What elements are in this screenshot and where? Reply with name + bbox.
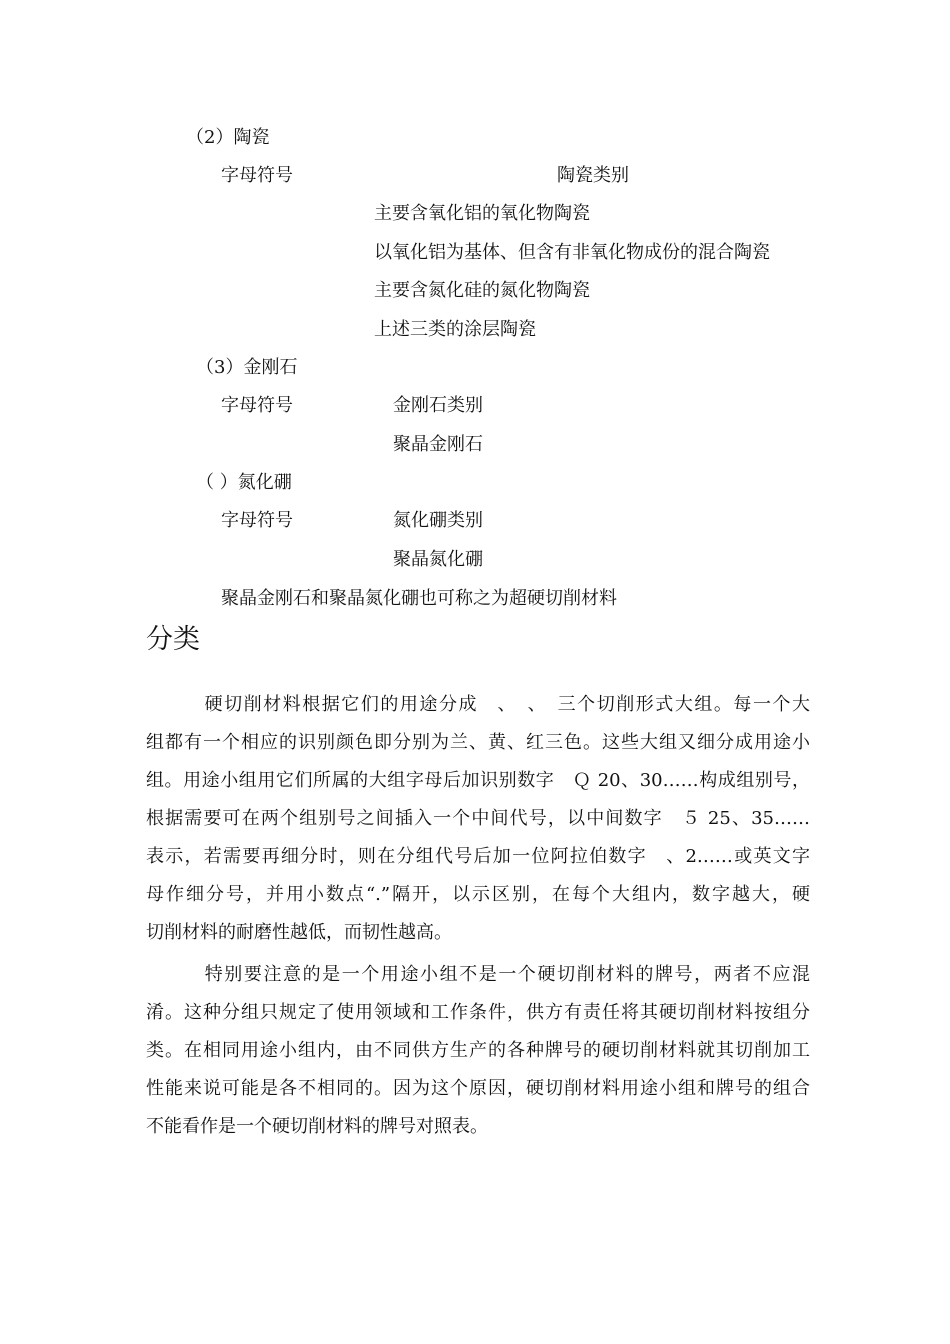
diamond-symbol-header: 字母符号 [221,395,293,416]
ceramic-heading: （2）陶瓷 [186,127,270,148]
diamond-heading: （3）金刚石 [196,357,298,378]
paragraph-line: 组。用途小组用它们所属的大组字母后加识别数字 Ｑ 20、30……构成组别号， [146,770,810,791]
boron-nitride-heading: （ ）氮化硼 [196,472,292,493]
boron-nitride-symbol-header: 字母符号 [221,510,293,531]
ceramic-item: 主要含氮化硅的氮化物陶瓷 [374,280,590,301]
paragraph-line: 表示，若需要再细分时，则在分组代号后加一位阿拉伯数字 、2……或英文字 [146,846,810,867]
ceramic-item: 上述三类的涂层陶瓷 [374,319,536,340]
paragraph-line: 类。在相同用途小组内，由不同供方生产的各种牌号的硬切削材料就其切削加工 [146,1040,810,1061]
ceramic-category-header: 陶瓷类别 [557,165,629,186]
diamond-item: 聚晶金刚石 [393,434,483,455]
paragraph-line: 硬切削材料根据它们的用途分成 、 、 三个切削形式大组。每一个大 [146,694,810,715]
paragraph-line: 根据需要可在两个组别号之间插入一个中间代号，以中间数字 ５ 25、35…… [146,808,810,829]
ceramic-item: 主要含氧化铝的氧化物陶瓷 [374,203,590,224]
paragraph-classification [146,686,810,952]
paragraph-line: 不能看作是一个硬切削材料的牌号对照表。 [146,1116,488,1137]
paragraph-line: 切削材料的耐磨性越低，而韧性越高。 [146,922,452,943]
paragraph-note [146,956,810,1146]
ceramic-item: 以氧化铝为基体、但含有非氧化物成份的混合陶瓷 [374,242,770,263]
diamond-category-header: 金刚石类别 [393,395,483,416]
paragraph-line: 性能来说可能是各不相同的。因为这个原因，硬切削材料用途小组和牌号的组合 [146,1078,810,1099]
paragraph-line: 淆。这种分组只规定了使用领域和工作条件，供方有责任将其硬切削材料按组分 [146,1002,810,1023]
section-title: 分类 [146,624,200,655]
boron-nitride-item: 聚晶氮化硼 [393,549,483,570]
paragraph-line: 母作细分号，并用小数点“.”隔开，以示区别，在每个大组内，数字越大，硬 [146,884,810,905]
paragraph-line: 组都有一个相应的识别颜色即分别为兰、黄、红三色。这些大组又细分成用途小 [146,732,810,753]
ceramic-symbol-header: 字母符号 [221,165,293,186]
boron-nitride-category-header: 氮化硼类别 [393,510,483,531]
superhard-note: 聚晶金刚石和聚晶氮化硼也可称之为超硬切削材料 [221,588,617,609]
paragraph-line: 特别要注意的是一个用途小组不是一个硬切削材料的牌号，两者不应混 [146,964,810,985]
